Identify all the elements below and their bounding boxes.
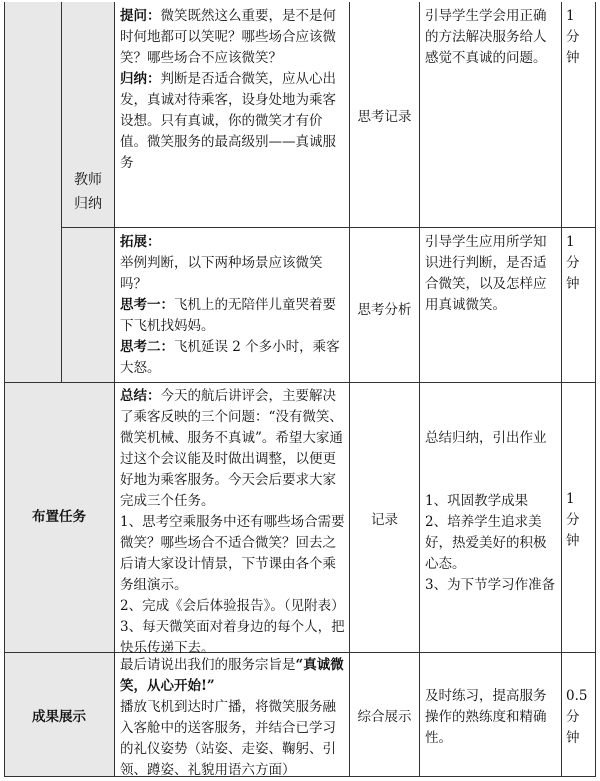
col-divider	[419, 2, 420, 777]
purpose-cell-row4	[425, 686, 557, 749]
time-value: 1	[566, 234, 575, 250]
time-unit: 分钟	[566, 512, 580, 549]
purpose-text: 引导学生应用所学知识进行判断，是否适合微笑，以及怎样应用真诚微笑。	[425, 234, 547, 313]
lead-question: 提问：	[120, 8, 161, 24]
purpose-cell-row3	[425, 428, 557, 596]
activity-cell-row3	[350, 505, 419, 535]
content-cell-row4	[120, 655, 346, 781]
purpose-cell-row1	[425, 6, 557, 69]
purpose-text: 及时练习，提高服务操作的熟练度和精确性。	[425, 688, 547, 746]
section-label-results	[4, 702, 114, 732]
content-cell-row1	[120, 6, 346, 174]
extension-text: 举例判断，以下两种场景应该微笑吗？	[120, 255, 323, 292]
purpose-intro: 总结归纳，引出作业	[425, 430, 547, 446]
activity-cell-row2	[350, 295, 419, 325]
content-paragraph	[120, 655, 346, 697]
activity-text: 记录	[371, 511, 398, 528]
purpose-item: 3、为下节学习作准备	[425, 577, 556, 593]
summary-text: 判断是否适合微笑，应从心出发，真诚对待乘客，设身处地为乘客设想。只有真诚，你的微笑才有价值。微笑服务的最高级别——真诚服务	[120, 71, 336, 171]
row-divider	[61, 227, 596, 228]
lesson-plan-table	[4, 2, 596, 777]
task-item: 1、思考空乘服务中还有哪些场合需要微笑？哪些场合不适合微笑？回去之后请大家设计情景，下节课由各个乘务组演示。	[120, 514, 345, 593]
section-label-text: 布置任务	[32, 508, 86, 525]
time-cell-row2	[566, 232, 594, 295]
showcase-text: 播放飞机到达时广播，将微笑服务融入客舱中的送客服务，并结合已学习的礼仪姿势（站姿、走姿、鞠躬、引领、蹲姿、礼貌用语六方面）	[120, 699, 336, 778]
lead-think-one: 思考一：	[120, 297, 174, 313]
lead-extension: 拓展：	[120, 234, 161, 250]
time-value: 0.5	[566, 688, 588, 704]
time-cell-row3	[566, 489, 594, 552]
content-paragraph	[120, 295, 346, 337]
content-paragraph	[120, 6, 346, 69]
motto-intro: 最后请说出我们的服务宗旨是	[120, 657, 296, 673]
time-unit: 分钟	[566, 29, 580, 66]
content-paragraph	[120, 69, 346, 174]
motto-text: “真诚微笑，从心开始!”	[120, 657, 344, 694]
purpose-item: 1、巩固教学成果	[425, 493, 529, 509]
lead-think-two: 思考二：	[120, 339, 174, 355]
purpose-item: 2、培养学生追求美好，热爱美好的积极心态。	[425, 514, 547, 572]
time-value: 1	[566, 491, 575, 507]
task-item: 2、完成《会后体验报告》。（见附表）	[120, 598, 345, 614]
col-divider	[114, 2, 115, 777]
activity-text: 思考分析	[357, 301, 412, 318]
purpose-cell-row2	[425, 232, 557, 316]
time-unit: 分钟	[566, 709, 580, 746]
sub-label-teacher-summary	[62, 162, 114, 222]
purpose-text: 引导学生学会用正确的方法解决服务给人感觉不真诚的问题。	[425, 8, 547, 66]
question-text: 微笑既然这么重要，是不是何时何地都可以笑呢？哪些场合应该微笑？哪些场合不应该微笑？	[120, 8, 336, 66]
col-divider	[561, 2, 562, 777]
time-cell-row1	[566, 6, 594, 69]
time-cell-row4	[566, 686, 594, 749]
row-divider	[4, 382, 596, 383]
activity-cell-row4	[350, 702, 419, 732]
lead-conclusion: 总结：	[120, 388, 161, 404]
task-item: 3、每天微笑面对着身边的每个人，把快乐传递下去。	[120, 619, 345, 656]
conclusion-text: 今天的航后讲评会，主要解决了乘客反映的三个问题：“没有微笑、微笑机械、服务不真诚”。希望大家通过这个会议能及时做出调整，以便更好地为乘客服务。今天会后要求大家完成三个任务。	[120, 388, 343, 509]
activity-cell-row1	[350, 102, 419, 132]
sub-label-text: 教师归纳	[74, 172, 102, 212]
time-unit: 分钟	[566, 255, 580, 292]
content-cell-row2	[120, 232, 346, 379]
time-value: 1	[566, 8, 575, 24]
content-cell-row3	[120, 386, 346, 659]
think-two-text: 飞机延误 2 个多小时，乘客大怒。	[120, 339, 340, 376]
content-paragraph	[120, 232, 346, 295]
lead-summary: 归纳：	[120, 71, 161, 87]
activity-text: 综合展示	[357, 708, 412, 725]
activity-text: 思考记录	[357, 108, 412, 125]
content-paragraph	[120, 337, 346, 379]
content-paragraph	[120, 386, 346, 512]
think-one-text: 飞机上的无陪伴儿童哭着要下飞机找妈妈。	[120, 297, 336, 334]
section-label-assign-tasks	[4, 502, 114, 532]
section-label-text: 成果展示	[32, 708, 86, 725]
